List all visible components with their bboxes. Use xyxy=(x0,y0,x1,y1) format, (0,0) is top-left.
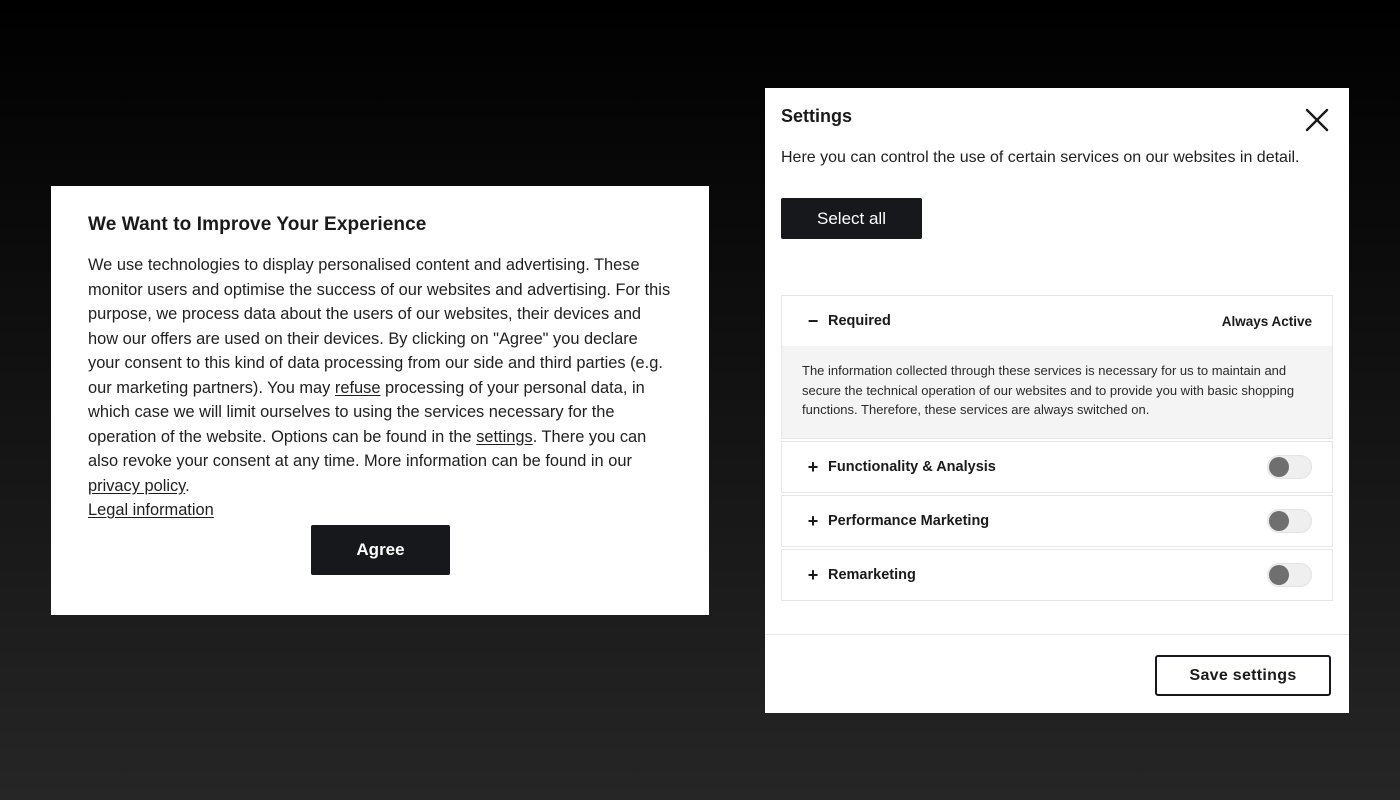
functionality-analysis-toggle[interactable] xyxy=(1267,455,1312,479)
refuse-link[interactable]: refuse xyxy=(334,378,381,397)
settings-description: Here you can control the use of certain services on our websites in detail. xyxy=(781,149,1300,166)
legal-information-link[interactable]: Legal information xyxy=(88,501,214,519)
expand-icon: + xyxy=(807,456,819,477)
consent-body-text-2: processing of your personal data, in which case we will limit ourselves to using the services necessary for the operation of the website. Options can be found in the xyxy=(88,378,645,446)
select-all-button[interactable]: Select all xyxy=(781,198,922,239)
toggle-knob xyxy=(1269,511,1289,531)
expand-icon: + xyxy=(807,510,819,531)
settings-link[interactable]: settings xyxy=(476,427,533,446)
category-list xyxy=(781,295,1333,603)
collapse-icon: − xyxy=(807,311,819,331)
settings-panel xyxy=(765,88,1349,713)
category-remarketing xyxy=(781,549,1333,601)
consent-body-text-4: . xyxy=(185,476,190,495)
expand-icon: + xyxy=(807,564,819,585)
remarketing-toggle[interactable] xyxy=(1267,563,1312,587)
category-performance-marketing-header[interactable] xyxy=(782,496,1332,546)
privacy-policy-link[interactable]: privacy policy xyxy=(88,476,186,495)
category-label: Functionality & Analysis xyxy=(828,458,996,475)
always-active-status: Always Active xyxy=(1221,313,1312,329)
category-remarketing-header[interactable] xyxy=(782,550,1332,600)
save-settings-button[interactable]: Save settings xyxy=(1155,655,1331,696)
category-required-header[interactable] xyxy=(782,296,1332,346)
category-label: Performance Marketing xyxy=(828,512,990,529)
footer-divider xyxy=(765,634,1349,635)
consent-dialog xyxy=(51,186,709,615)
category-required xyxy=(781,295,1333,439)
close-button[interactable] xyxy=(1303,106,1331,134)
consent-body-text-1: We use technologies to display personalised content and advertising. These monitor users and optimise the success of our websites and advertising. For this purpose, we process data about the users of our websites, their devices and how our offers are used on their devices. By clicking on "Agree" you declare your consent to this kind of data processing from our side and third parties (e.g. our marketing partners). You may xyxy=(88,256,671,397)
consent-title: We Want to Improve Your Experience xyxy=(88,214,427,235)
agree-button[interactable]: Agree xyxy=(311,525,450,575)
performance-marketing-toggle[interactable] xyxy=(1267,509,1312,533)
category-required-details: The information collected through these services is necessary for us to maintain and secure the technical operation of our websites and to provide you with basic shopping functions. Therefore, these services are always switched on. xyxy=(782,346,1332,438)
category-functionality-analysis xyxy=(781,441,1333,493)
category-functionality-analysis-header[interactable] xyxy=(782,442,1332,492)
consent-body xyxy=(88,253,672,523)
category-label: Remarketing xyxy=(828,566,916,583)
category-performance-marketing xyxy=(781,495,1333,547)
close-icon xyxy=(1303,106,1331,134)
toggle-knob xyxy=(1269,565,1289,585)
toggle-knob xyxy=(1269,457,1289,477)
settings-title: Settings xyxy=(781,106,853,126)
consent-body-text-3: . There you can also revoke your consent at any time. More information can be found in our xyxy=(88,427,647,470)
category-label: Required xyxy=(828,313,891,329)
